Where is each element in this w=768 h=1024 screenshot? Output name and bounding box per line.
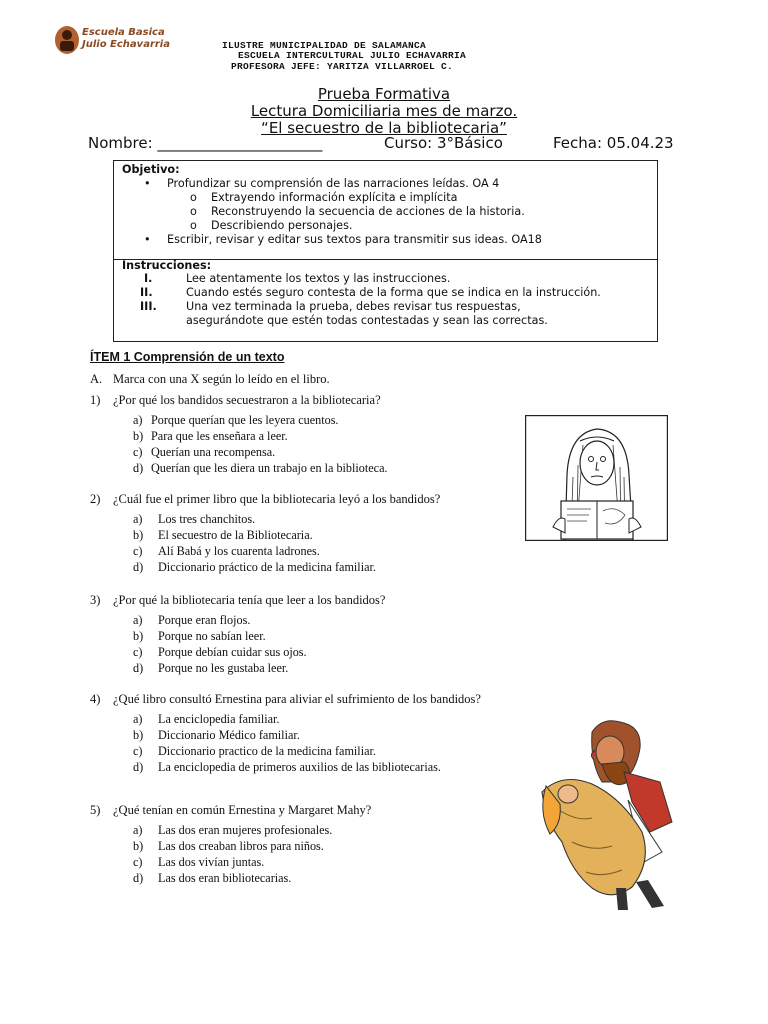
option-letter: b): [133, 528, 144, 542]
option-letter: d): [133, 871, 144, 885]
option-text[interactable]: Alí Babá y los cuarenta ladrones.: [158, 544, 320, 558]
option-letter: a): [133, 823, 143, 837]
option-letter: c): [133, 744, 143, 758]
option-text[interactable]: Las dos eran bibliotecarias.: [158, 871, 292, 885]
sub-bullet-icon: o: [190, 191, 197, 204]
instruction-text: Lee atentamente los textos y las instrucciones.: [186, 272, 451, 285]
logo-text: [82, 27, 170, 51]
instructions-heading: Instrucciones:: [122, 259, 212, 272]
option-text[interactable]: Las dos vivían juntas.: [158, 855, 265, 869]
option-text[interactable]: Porque debían cuidar sus ojos.: [158, 645, 307, 659]
title-line2: Lectura Domiciliaria mes de marzo.: [250, 102, 518, 120]
option-letter: a): [133, 413, 143, 427]
option-letter: a): [133, 512, 143, 526]
option-text[interactable]: Las dos eran mujeres profesionales.: [158, 823, 333, 837]
option-letter: c): [133, 855, 143, 869]
date-label: Fecha: 05.04.23: [553, 134, 674, 152]
librarian-reading-icon: [525, 415, 668, 541]
header-teacher: PROFESORA JEFE: YARITZA VILLARROEL C.: [231, 61, 454, 72]
option-text[interactable]: La enciclopedia de primeros auxilios de las bibliotecarias.: [158, 760, 441, 774]
objective-bullet2: Escribir, revisar y editar sus textos para transmitir sus ideas. OA18: [167, 233, 542, 246]
option-letter: d): [133, 661, 144, 675]
option-text[interactable]: El secuestro de la Bibliotecaria.: [158, 528, 313, 542]
option-letter: c): [133, 445, 143, 459]
school-crest-icon: [54, 24, 82, 56]
option-letter: b): [133, 839, 144, 853]
instruction-number: II.: [140, 286, 153, 299]
option-letter: d): [133, 760, 144, 774]
instruction-text: Una vez terminada la prueba, debes revisar tus respuestas,: [186, 300, 521, 313]
instruction-text-cont: asegurándote que estén todas contestadas y sean las correctas.: [186, 314, 548, 327]
sub-bullet-icon: o: [190, 205, 197, 218]
question-text: ¿Qué libro consultó Ernestina para aliviar el sufrimiento de los bandidos?: [113, 692, 481, 706]
course-label: Curso: 3°Básico: [384, 134, 503, 152]
option-text[interactable]: La enciclopedia familiar.: [158, 712, 280, 726]
sub-bullet-icon: o: [190, 219, 197, 232]
objective-bullet1: Profundizar su comprensión de las narraciones leídas. OA 4: [167, 177, 500, 190]
option-letter: b): [133, 629, 144, 643]
logo-line1: Escuela Basica: [82, 27, 165, 38]
option-text[interactable]: Querían una recompensa.: [151, 445, 276, 459]
option-letter: b): [133, 728, 144, 742]
option-text[interactable]: Las dos creaban libros para niños.: [158, 839, 324, 853]
option-letter: d): [133, 560, 144, 574]
logo-line2: Julio Echavarria: [82, 39, 170, 50]
option-letter: a): [133, 712, 143, 726]
question-number: 2): [90, 492, 101, 506]
option-text[interactable]: Porque no les gustaba leer.: [158, 661, 289, 675]
option-text[interactable]: Porque querían que les leyera cuentos.: [151, 413, 339, 427]
section-instruction: Marca con una X según lo leído en el libro.: [113, 372, 330, 386]
title-line3: “El secuestro de la bibliotecaria”: [261, 119, 507, 137]
option-text[interactable]: Diccionario Médico familiar.: [158, 728, 300, 742]
bullet-icon: •: [144, 233, 151, 246]
option-letter: a): [133, 613, 143, 627]
option-text[interactable]: Diccionario practico de la medicina familiar.: [158, 744, 376, 758]
bandit-illustration: [532, 712, 687, 912]
objective-heading: Objetivo:: [122, 163, 180, 176]
option-letter: d): [133, 461, 144, 475]
option-text[interactable]: Querían que les diera un trabajo en la biblioteca.: [151, 461, 388, 475]
question-number: 5): [90, 803, 101, 817]
question-text: ¿Qué tenían en común Ernestina y Margaret Mahy?: [113, 803, 372, 817]
header-school: ESCUELA INTERCULTURAL JULIO ECHAVARRIA: [238, 50, 467, 61]
instruction-number: I.: [144, 272, 153, 285]
option-text[interactable]: Diccionario práctico de la medicina familiar.: [158, 560, 376, 574]
question-text: ¿Por qué la bibliotecaria tenía que leer a los bandidos?: [113, 593, 386, 607]
bandit-carrying-librarian-icon: [532, 712, 687, 912]
header-municipality: ILUSTRE MUNICIPALIDAD DE SALAMANCA: [222, 40, 427, 51]
option-letter: c): [133, 544, 143, 558]
bullet-icon: •: [144, 177, 151, 190]
instruction-number: III.: [140, 300, 157, 313]
question-number: 4): [90, 692, 101, 706]
option-text[interactable]: Porque eran flojos.: [158, 613, 251, 627]
objective-sub1: Extrayendo información explícita e implícita: [211, 191, 458, 204]
option-text[interactable]: Para que les enseñara a leer.: [151, 429, 288, 443]
section-letter: A.: [90, 372, 103, 386]
title-line1: Prueba Formativa: [317, 85, 451, 103]
objective-sub2: Reconstruyendo la secuencia de acciones de la historia.: [211, 205, 525, 218]
option-letter: c): [133, 645, 143, 659]
instruction-text: Cuando estés seguro contesta de la forma que se indica en la instrucción.: [186, 286, 601, 299]
option-text[interactable]: Los tres chanchitos.: [158, 512, 256, 526]
item1-title: ÍTEM 1 Comprensión de un texto: [90, 350, 285, 364]
question-text: ¿Por qué los bandidos secuestraron a la bibliotecaria?: [113, 393, 381, 407]
librarian-illustration: [525, 415, 668, 541]
question-number: 1): [90, 393, 101, 407]
objective-sub3: Describiendo personajes.: [211, 219, 353, 232]
question-text: ¿Cuál fue el primer libro que la bibliotecaria leyó a los bandidos?: [113, 492, 441, 506]
option-letter: b): [133, 429, 144, 443]
option-text[interactable]: Porque no sabían leer.: [158, 629, 266, 643]
question-number: 3): [90, 593, 101, 607]
name-field-label: Nombre: ______________________: [88, 134, 323, 152]
